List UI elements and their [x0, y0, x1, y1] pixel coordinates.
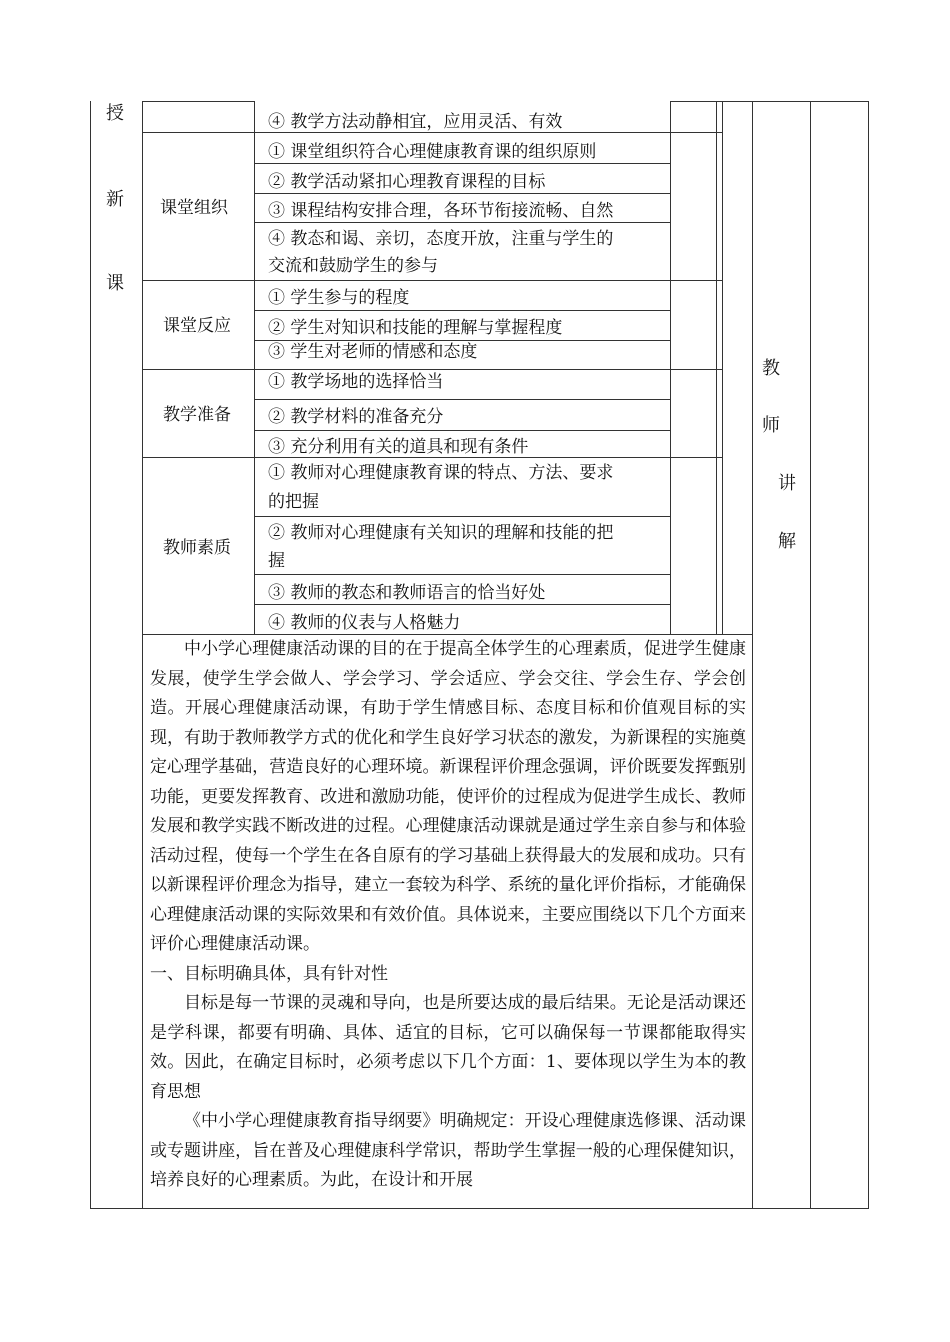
criteria-item: ② 教师对心理健康有关知识的理解和技能的把 [268, 523, 614, 543]
row-divider [142, 457, 722, 458]
table-border-left [90, 101, 91, 1209]
criteria-item: ④ 教态和谒、亲切，态度开放，注重与学生的 [268, 229, 614, 249]
item-divider [254, 604, 670, 605]
criteria-item: ① 教学场地的选择恰当 [268, 372, 444, 392]
section-heading: 一、目标明确具体，具有针对性 [150, 963, 388, 984]
column-divider [722, 101, 723, 635]
criteria-item: ③ 充分利用有关的道具和现有条件 [268, 437, 529, 457]
table-border-right [868, 101, 869, 1209]
item-divider [254, 574, 670, 575]
body-text [150, 635, 746, 1196]
criteria-item-continued: 握 [268, 551, 285, 571]
side-label-char: 课 [106, 273, 124, 294]
side-label-char: 新 [106, 189, 124, 210]
item-divider [254, 516, 670, 517]
criteria-item: ② 学生对知识和技能的理解与掌握程度 [268, 318, 563, 338]
row-divider [142, 369, 722, 370]
criteria-item: ④ 教师的仪表与人格魅力 [268, 613, 461, 633]
table-top-line [142, 101, 254, 102]
criteria-item-continued: 的把握 [268, 492, 319, 512]
body-paragraph: 《中小学心理健康教育指导纲要》明确规定：开设心理健康选修课、活动课或专题讲座，旨在普及心理健康科学常识，帮助学生掌握一般的心理保健知识，培养良好的心理素质。为此，在设计和开展 [150, 1111, 746, 1190]
category-label-classroom-response: 课堂反应 [163, 316, 231, 336]
criteria-item: ③ 课程结构安排合理，各环节衔接流畅、自然 [268, 201, 614, 221]
criteria-item: ① 课堂组织符合心理健康教育课的组织原则 [268, 142, 597, 162]
table-top-line [670, 101, 869, 102]
category-label-teacher-quality: 教师素质 [163, 538, 231, 558]
body-paragraph: 中小学心理健康活动课的目的在于提高全体学生的心理素质，促进学生健康发展，使学生学会做人、学会学习、学会适应、学会交往、学会生存、学会创造。开展心理健康活动课，有助于学生情感目标、态度目标和价值观目标的实现，有助于教师教学方式的优化和学生良好学习状态的激发，为新课程的实施奠定心理学基础，营造良好的心理环境。新课程评价理念强调，评价既要发挥甄别功能，更要发挥教育、改进和激励功能，使评价的过程成为促进学生成长、教师发展和教学实践不断改进的过程。心理健康活动课就是通过学生亲自参与和体验活动过程，使每一个学生在各自原有的学习基础上获得最大的发展和成功。只有以新课程评价理念为指导，建立一套较为科学、系统的量化评价指标，才能确保心理健康活动课的实际效果和有效价值。具体说来，主要应围绕以下几个方面来评价心理健康活动课。 [150, 639, 746, 954]
side-label-char: 授 [106, 103, 124, 124]
row-divider [142, 132, 722, 133]
criteria-item: ① 学生参与的程度 [268, 288, 410, 308]
criteria-item: ④ 教学方法动静相宜，应用灵活、有效 [268, 112, 563, 132]
criteria-item: ① 教师对心理健康教育课的特点、方法、要求 [268, 463, 614, 483]
criteria-item-continued: 交流和鼓励学生的参与 [268, 256, 438, 276]
item-divider [254, 310, 670, 311]
column-divider [670, 101, 671, 635]
body-paragraph: 目标是每一节课的灵魂和导向，也是所要达成的最后结果。无论是活动课还是学科课，都要有明确、具体、适宜的目标，它可以确保每一节课都能取得实效。因此，在确定目标时，必须考虑以下几个方面：1、要体现以学生为本的教育思想 [150, 993, 746, 1102]
row-divider [142, 280, 722, 281]
column-divider [716, 101, 717, 635]
item-divider [254, 340, 670, 341]
right-label-char: 师 [762, 415, 780, 436]
right-label-char: 教 [762, 358, 780, 379]
item-divider [254, 163, 670, 164]
criteria-item: ② 教学材料的准备充分 [268, 407, 444, 427]
right-label-char: 讲 [778, 473, 796, 494]
column-divider [752, 101, 753, 1209]
item-divider [254, 399, 670, 400]
criteria-item: ③ 教师的教态和教师语言的恰当好处 [268, 583, 546, 603]
column-divider [254, 101, 255, 635]
item-divider [254, 222, 670, 223]
criteria-item: ③ 学生对老师的情感和态度 [268, 342, 478, 362]
category-label-teaching-preparation: 教学准备 [163, 405, 231, 425]
criteria-item: ② 教学活动紧扣心理教育课程的目标 [268, 172, 546, 192]
column-divider [810, 101, 811, 1209]
item-divider [254, 193, 670, 194]
item-divider [254, 430, 670, 431]
right-label-char: 解 [778, 531, 796, 552]
category-label-classroom-organization: 课堂组织 [160, 198, 228, 218]
column-divider [142, 101, 143, 1209]
